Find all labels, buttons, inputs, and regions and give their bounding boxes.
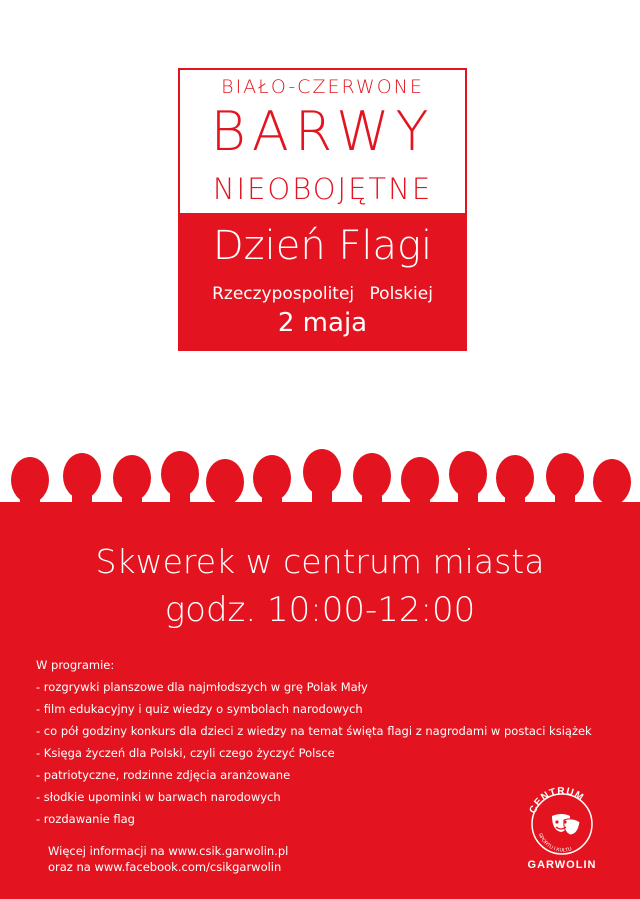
info-website: Więcej informacji na www.csik.garwolin.pl: [48, 844, 289, 858]
more-info: [48, 843, 288, 875]
info-facebook: oraz na www.facebook.com/csikgarwolin: [48, 860, 282, 874]
logo-text-bottom: GARWOLIN: [527, 859, 597, 871]
event-subtitle: Rzeczypospolitej Polskiej: [212, 284, 433, 304]
program-section: [36, 656, 592, 832]
program-item: - co pół godziny konkurs dla dzieci z wiedzy na temat święta flagi z nagrodami w postaci książek: [36, 724, 592, 738]
csik-logo: [520, 782, 604, 872]
program-header: W programie:: [36, 658, 115, 672]
program-item: - rozdawanie flag: [36, 812, 135, 826]
title-line-3: NIEOBOJĘTNE: [212, 172, 433, 206]
title-red-block: [178, 213, 467, 351]
program-item: - Księga życzeń dla Polski, czyli czego życzyć Polsce: [36, 746, 335, 760]
event-date: 2 maja: [277, 308, 368, 338]
logo-text-middle: SPORTU I KULTU: [536, 832, 573, 854]
title-line-2: BARWY: [210, 100, 435, 163]
program-item: - patriotyczne, rodzinne zdjęcia aranżowane: [36, 768, 291, 782]
theatre-masks-icon: [552, 814, 580, 835]
logo-text-top: CENTRUM: [527, 785, 586, 816]
program-item: - słodkie upominki w barwach narodowych: [36, 790, 281, 804]
program-item: - rozgrywki planszowe dla najmłodszych w grę Polak Mały: [36, 680, 368, 694]
event-name: Dzień Flagi: [212, 223, 433, 269]
title-line-1: BIAŁO-CZERWONE: [221, 76, 424, 98]
program-item: - film edukacyjny i quiz wiedzy o symbolach narodowych: [36, 702, 363, 716]
event-location: Skwerek w centrum miasta: [95, 542, 545, 581]
program-list: [36, 678, 592, 832]
svg-text:CENTRUM: [528, 786, 586, 815]
event-hours: godz. 10:00-12:00: [164, 590, 476, 630]
title-box: [178, 68, 467, 351]
